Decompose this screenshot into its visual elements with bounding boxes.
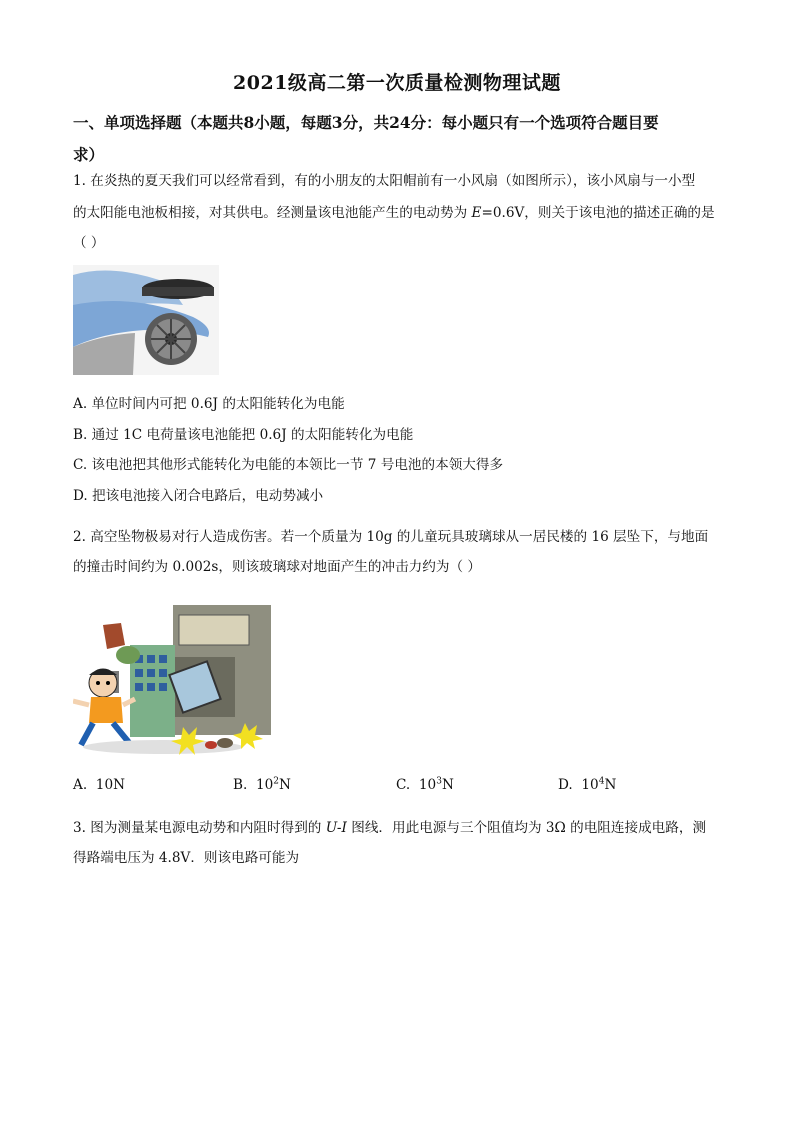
q2-option-c: C. $10^3N$	[396, 776, 454, 793]
q1-option-a: A. 单位时间内可把 0.6J 的太阳能转化为电能	[73, 396, 345, 412]
q1-figure-hat-fan	[73, 265, 219, 375]
q1-line2	[73, 203, 715, 223]
section-heading-line1: 一、单项选择题（本题共8小题，每题3分，共24分：每小题只有一个选项符合题目要	[73, 113, 659, 132]
q1-line2-post: =0.6V，则关于该电池的描述正确的是	[481, 205, 715, 221]
q1-line3: （ ）	[73, 235, 105, 251]
q2-figure-falling-object	[73, 605, 273, 757]
q1-line2-pre: 的太阳能电池板相接，对其供电。经测量该电池能产生的电动势为	[73, 205, 472, 221]
q3-line2: 得路端电压为 4.8V．则该电路可能为	[73, 850, 300, 866]
q2-option-d: D. $10^4N$	[558, 776, 617, 793]
q2-option-b: B. $10^2N$	[233, 776, 291, 793]
q1-option-d: D. 把该电池接入闭合电路后，电动势减小	[73, 488, 324, 504]
q2-line1: 2. 高空坠物极易对行人造成伤害。若一个质量为 10g 的儿童玩具玻璃球从一居民楼的 16 层坠下，与地面	[73, 529, 709, 545]
q2-line2: 的撞击时间约为 0.002s，则该玻璃球对地面产生的冲击力约为（ ）	[73, 559, 481, 575]
q2-option-a-value: 10N	[95, 777, 125, 793]
section-heading-line2: 求）	[73, 145, 105, 164]
q3-line1: 3. 图为测量某电源电动势和内阻时得到的 U-I 图线．用此电源与三个阻值均为 3Ω 的电阻连接成电路，测	[73, 820, 707, 836]
hat-fan-illustration	[73, 265, 219, 375]
q2-option-a: A. 10N	[73, 777, 125, 793]
page-title: 2021级高二第一次质量检测物理试题	[233, 72, 561, 94]
q1-var-e: E	[471, 205, 482, 221]
section-heading	[73, 107, 733, 171]
q3-var-ui: U-I	[325, 820, 347, 836]
q1-option-c: C. 该电池把其他形式能转化为电能的本领比一节 7 号电池的本领大得多	[73, 457, 504, 473]
falling-object-illustration	[73, 605, 273, 757]
q1-option-b: B. 通过 1C 电荷量该电池能把 0.6J 的太阳能转化为电能	[73, 427, 414, 443]
q1-line1: 1. 在炎热的夏天我们可以经常看到，有的小朋友的太阳帽前有一小风扇（如图所示），该小风扇与一小型	[73, 173, 696, 189]
